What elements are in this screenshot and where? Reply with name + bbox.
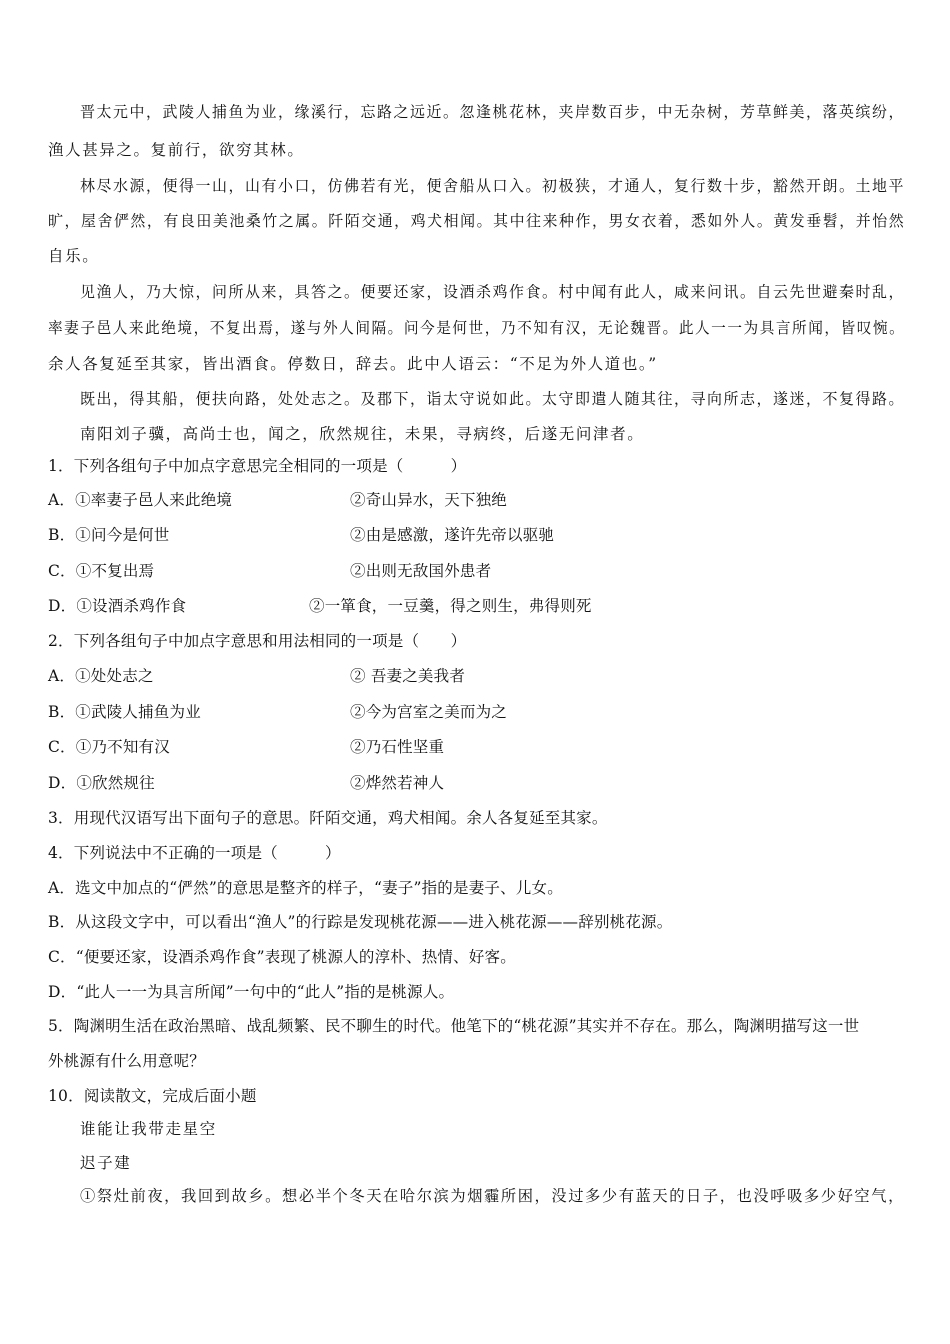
q1-option-b-left: B．①问今是何世 xyxy=(48,526,170,544)
q2-option-a-left: A．①处处志之 xyxy=(48,667,154,685)
passage-p5-line1: 南阳刘子骥，高尚士也，闻之，欣然规往，未果，寻病终，后遂无问津者。 xyxy=(80,425,645,443)
q1-option-d-left: D．①设酒杀鸡作食 xyxy=(48,597,187,615)
q1-option-c-right: ②出则无敌国外患者 xyxy=(350,562,492,580)
passage-p3-line2: 率妻子邑人来此绝境，不复出焉，遂与外人间隔。问今是何世，乃不知有汉，无论魏晋。此人一一为具言所闻，皆叹惋。 xyxy=(48,319,906,337)
q2-option-c-left: C．①乃不知有汉 xyxy=(48,738,170,756)
passage-p2-line2: 旷，屋舍俨然，有良田美池桑竹之属。阡陌交通，鸡犬相闻。其中往来种作，男女衣着，悉如外人。黄发垂髫，并怡然 xyxy=(48,212,906,230)
q4-stem: 4．下列说法中不正确的一项是（ ） xyxy=(48,844,341,862)
q4-option-a: A．选文中加点的“俨然”的意思是整齐的样子，“妻子”指的是妻子、儿女。 xyxy=(48,879,563,897)
q1-stem: 1．下列各组句子中加点字意思完全相同的一项是（ ） xyxy=(48,457,467,475)
passage-p2-line3: 自乐。 xyxy=(48,247,100,265)
passage-p2-line1: 林尽水源，便得一山，山有小口，仿佛若有光，便舍船从口入。初极狭，才通人，复行数十步，豁然开朗。土地平 xyxy=(80,177,906,195)
q1-option-d-right: ②一箪食，一豆羹，得之则生，弗得则死 xyxy=(309,597,592,615)
passage-p1-line1: 晋太元中，武陵人捕鱼为业，缘溪行，忘路之远近。忽逢桃花林，夹岸数百步，中无杂树，芳草鲜美，落英缤纷， xyxy=(80,103,906,121)
q5-line2: 外桃源有什么用意呢？ xyxy=(48,1052,206,1070)
q2-option-d-left: D．①欣然规往 xyxy=(48,774,155,792)
q1-option-c-left: C．①不复出焉 xyxy=(48,562,155,580)
q2-option-d-right: ②烨然若神人 xyxy=(350,774,445,792)
q2-option-b-right: ②今为宫室之美而为之 xyxy=(350,703,508,721)
q2-option-c-right: ②乃石性坚重 xyxy=(350,738,445,756)
essay-author: 迟子建 xyxy=(80,1154,132,1172)
q5-line1: 5．陶渊明生活在政治黑暗、战乱频繁、民不聊生的时代。他笔下的“桃花源”其实并不存在。那么，陶渊明描写这一世 xyxy=(48,1017,860,1035)
passage-p3-line1: 见渔人，乃大惊，问所从来，具答之。便要还家，设酒杀鸡作食。村中闻有此人，咸来问讯。自云先世避秦时乱， xyxy=(80,283,906,301)
q2-stem: 2．下列各组句子中加点字意思和用法相同的一项是（ ） xyxy=(48,632,467,650)
q2-option-a-right: ② 吾妻之美我者 xyxy=(350,667,466,685)
essay-paragraph-1: ①祭灶前夜，我回到故乡。想必半个冬天在哈尔滨为烟霾所困，没过多少有蓝天的日子，也没呼吸多少好空气， xyxy=(80,1187,905,1205)
essay-title: 谁能让我带走星空 xyxy=(80,1120,217,1138)
q2-option-b-left: B．①武陵人捕鱼为业 xyxy=(48,703,201,721)
q1-option-a-right: ②奇山异水，天下独绝 xyxy=(350,491,508,509)
q4-option-d: D．“此人一一为具言所闻”一句中的“此人”指的是桃源人。 xyxy=(48,983,455,1001)
q1-option-b-right: ②由是感激，遂许先帝以驱驰 xyxy=(350,526,555,544)
q10-stem: 10．阅读散文，完成后面小题 xyxy=(48,1087,257,1105)
q1-option-a-left: A．①率妻子邑人来此绝境 xyxy=(48,491,233,509)
q4-option-b: B．从这段文字中，可以看出“渔人”的行踪是发现桃花源——进入桃花源——辞别桃花源。 xyxy=(48,913,673,931)
passage-p4-line1: 既出，得其船，便扶向路，处处志之。及郡下，诣太守说如此。太守即遣人随其往，寻向所志，遂迷，不复得路。 xyxy=(80,390,906,408)
q3-stem: 3．用现代汉语写出下面句子的意思。阡陌交通，鸡犬相闻。余人各复延至其家。 xyxy=(48,809,608,827)
passage-p3-line3: 余人各复延至其家，皆出酒食。停数日，辞去。此中人语云：“不足为外人道也。” xyxy=(48,355,658,373)
passage-p1-line2: 渔人甚异之。复前行，欲穷其林。 xyxy=(48,141,305,159)
q4-option-c: C．“便要还家，设酒杀鸡作食”表现了桃源人的淳朴、热情、好客。 xyxy=(48,948,516,966)
